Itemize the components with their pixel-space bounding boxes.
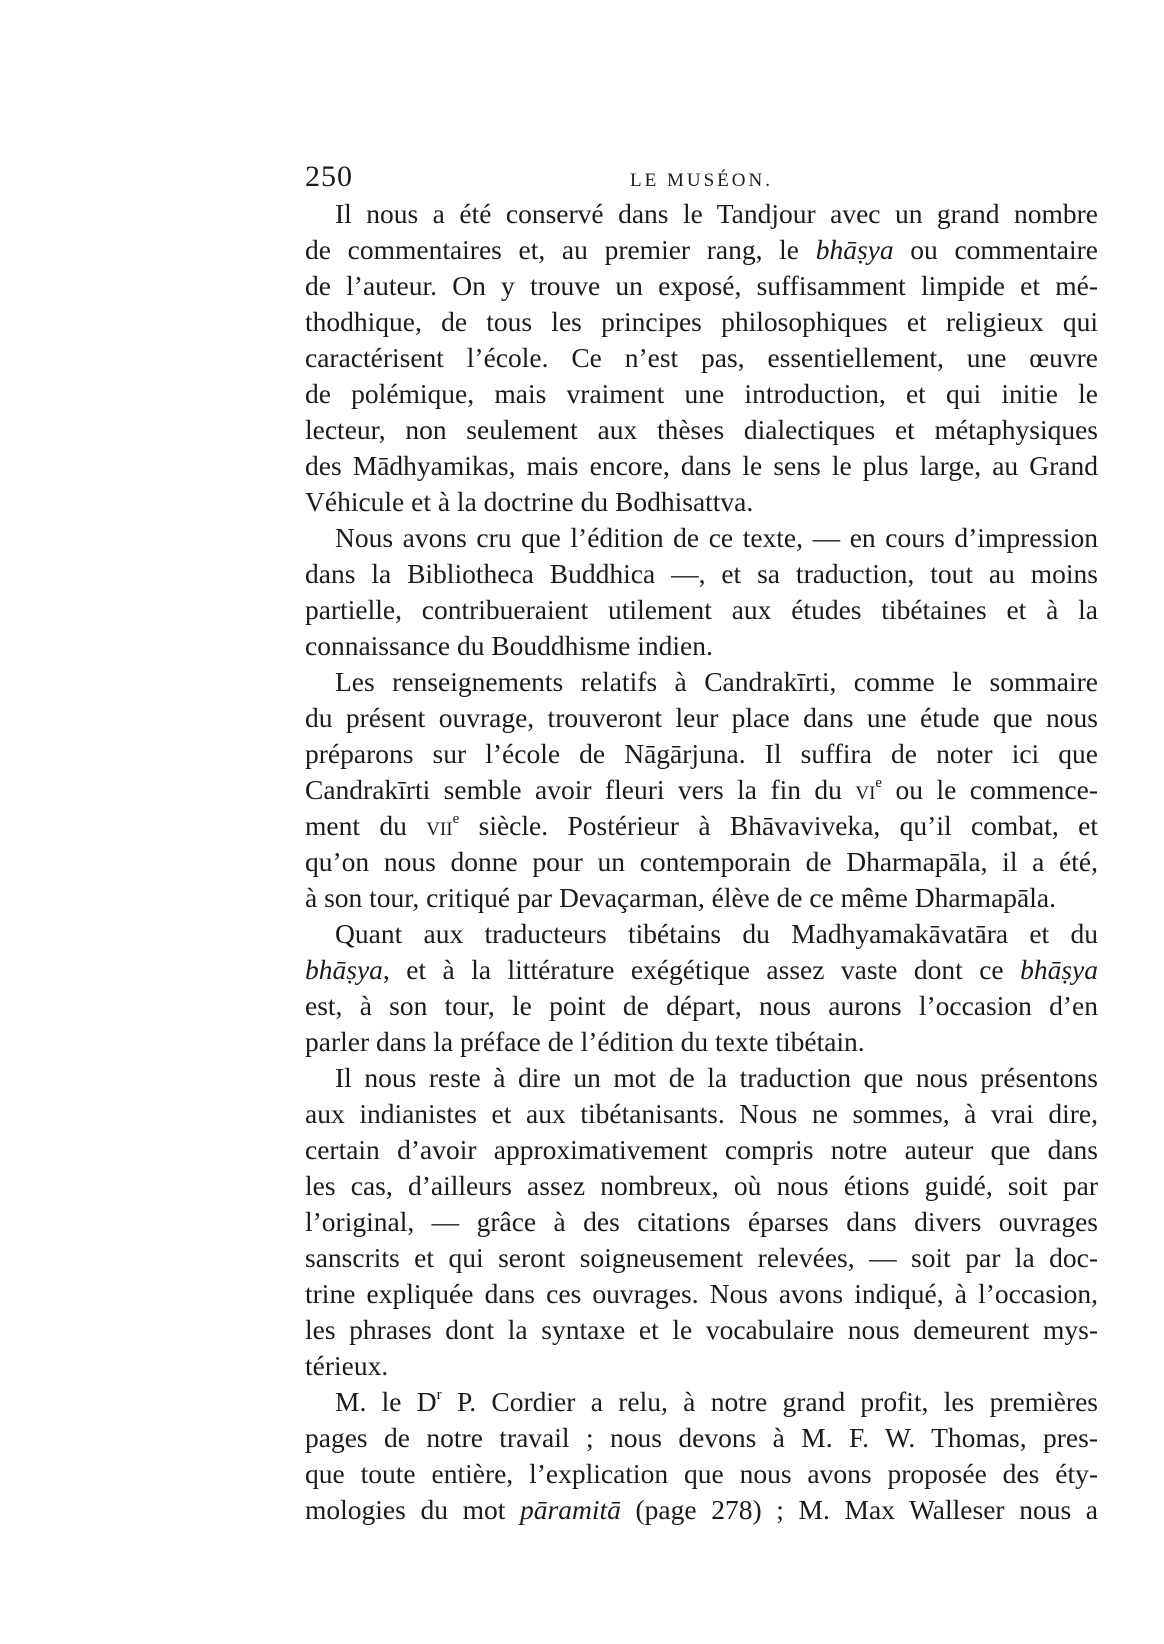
- text-run: Nous avons cru que l’édition de ce texte, — en cours d’impression: [335, 522, 1098, 553]
- text-line: [305, 268, 1098, 304]
- text-run: caractérisent l’école. Ce n’est pas, essentiellement, une œuvre: [305, 342, 1098, 373]
- text-line: [305, 520, 1098, 556]
- text-run: l’original, — grâce à des citations éparses dans divers ouvrages: [305, 1206, 1098, 1237]
- text-line: [305, 1312, 1098, 1348]
- text-line: [305, 232, 1098, 268]
- text-line: [305, 1204, 1098, 1240]
- page-header: [305, 150, 1098, 196]
- text-run: est, à son tour, le point de départ, nous aurons l’occasion d’en: [305, 990, 1098, 1021]
- text-run: vii: [426, 810, 453, 841]
- text-run: ou commentaire: [893, 234, 1098, 265]
- text-run: partielle, contribueraient utilement aux études tibétaines et à la: [305, 594, 1098, 625]
- text-run: Candrakīrti semble avoir fleuri vers la fin du: [305, 774, 856, 805]
- text-run: e: [452, 811, 460, 827]
- text-line: [305, 484, 1098, 520]
- text-run: les cas, d’ailleurs assez nombreux, où nous étions guidé, soit par: [305, 1170, 1098, 1201]
- text-run: à son tour, critiqué par Devaçarman, élève de ce même Dharmapāla.: [305, 882, 1056, 913]
- text-run: bhāṣya: [1020, 954, 1098, 985]
- text-run: , et à la littérature exégétique assez vaste dont ce: [382, 954, 1021, 985]
- text-line: [305, 1276, 1098, 1312]
- paragraph: [305, 664, 1098, 916]
- text-run: Il nous a été conservé dans le Tandjour avec un grand nombre: [335, 198, 1098, 229]
- text-run: (page 278) ; M. Max Walleser nous a: [620, 1494, 1098, 1525]
- text-run: Les renseignements relatifs à Candrakīrti, comme le sommaire: [335, 666, 1098, 697]
- text-run: connaissance du Bouddhisme indien.: [305, 630, 713, 661]
- text-line: [305, 1024, 1098, 1060]
- text-line: [305, 376, 1098, 412]
- text-line: [305, 952, 1098, 988]
- text-run: bhāṣya: [815, 234, 894, 265]
- text-line: [305, 736, 1098, 772]
- text-run: P. Cordier a relu, à notre grand profit, les premières: [441, 1386, 1098, 1417]
- text-run: siècle. Postérieur à Bhāvaviveka, qu’il combat, et: [459, 810, 1098, 841]
- text-line: [305, 916, 1098, 952]
- text-run: e: [875, 775, 883, 791]
- page-number: 250: [305, 160, 353, 193]
- text-line: [305, 700, 1098, 736]
- text-line: [305, 664, 1098, 700]
- text-line: [305, 556, 1098, 592]
- text-line: [305, 844, 1098, 880]
- text-run: mologies du mot: [305, 1494, 521, 1525]
- text-line: [305, 1384, 1098, 1420]
- text-run: lecteur, non seulement aux thèses dialectiques et métaphysiques: [305, 414, 1098, 445]
- text-line: [305, 340, 1098, 376]
- text-line: [305, 880, 1098, 916]
- paragraph: [305, 1060, 1098, 1384]
- text-run: sanscrits et qui seront soigneusement relevées, — soit par la doc-: [305, 1242, 1098, 1273]
- running-head: LE MUSÉON.: [630, 170, 773, 191]
- paragraph: [305, 196, 1098, 520]
- text-run: dans la Bibliotheca Buddhica —, et sa traduction, tout au moins: [305, 558, 1098, 589]
- text-line: [305, 808, 1098, 844]
- text-run: de l’auteur. On y trouve un exposé, suffisamment limpide et mé-: [305, 270, 1098, 301]
- text-run: bhāṣya: [305, 954, 383, 985]
- text-run: r: [436, 1387, 442, 1403]
- book-page: [305, 150, 1098, 1528]
- text-run: que toute entière, l’explication que nous avons proposée des éty-: [305, 1458, 1098, 1489]
- text-line: [305, 196, 1098, 232]
- text-line: [305, 412, 1098, 448]
- text-run: Véhicule et à la doctrine du Bodhisattva.: [305, 486, 754, 517]
- paragraph: [305, 916, 1098, 1060]
- text-line: [305, 448, 1098, 484]
- text-run: pages de notre travail ; nous devons à M. F. W. Thomas, pres-: [305, 1422, 1098, 1453]
- text-run: de polémique, mais vraiment une introduction, et qui initie le: [305, 378, 1098, 409]
- text-run: Quant aux traducteurs tibétains du Madhyamakāvatāra et du: [335, 918, 1098, 949]
- text-line: [305, 1060, 1098, 1096]
- text-run: les phrases dont la syntaxe et le vocabulaire nous demeurent mys-: [305, 1314, 1098, 1345]
- paragraph: [305, 520, 1098, 664]
- text-run: de commentaires et, au premier rang, le: [305, 234, 816, 265]
- text-line: [305, 592, 1098, 628]
- text-line: [305, 988, 1098, 1024]
- text-line: [305, 628, 1098, 664]
- paragraph: [305, 1384, 1098, 1528]
- text-run: du présent ouvrage, trouveront leur place dans une étude que nous: [305, 702, 1098, 733]
- text-run: thodhique, de tous les principes philosophiques et religieux qui: [305, 306, 1098, 337]
- text-line: [305, 1492, 1098, 1528]
- text-run: ment du: [305, 810, 427, 841]
- text-run: qu’on nous donne pour un contemporain de Dharmapāla, il a été,: [305, 846, 1098, 877]
- text-run: ou le commence-: [882, 774, 1098, 805]
- text-line: [305, 1348, 1098, 1384]
- text-line: [305, 1132, 1098, 1168]
- text-run: M. le D: [335, 1386, 437, 1417]
- text-run: aux indianistes et aux tibétanisants. Nous ne sommes, à vrai dire,: [305, 1098, 1098, 1129]
- text-run: parler dans la préface de l’édition du texte tibétain.: [305, 1026, 865, 1057]
- text-run: vi: [855, 774, 876, 805]
- text-line: [305, 772, 1098, 808]
- text-run: térieux.: [305, 1350, 389, 1381]
- text-run: pāramitā: [520, 1494, 621, 1525]
- text-line: [305, 1096, 1098, 1132]
- body-text: [305, 196, 1098, 1528]
- text-line: [305, 1420, 1098, 1456]
- text-run: des Mādhyamikas, mais encore, dans le sens le plus large, au Grand: [305, 450, 1098, 481]
- text-line: [305, 304, 1098, 340]
- text-run: Il nous reste à dire un mot de la traduction que nous présentons: [335, 1062, 1098, 1093]
- text-run: trine expliquée dans ces ouvrages. Nous avons indiqué, à l’occasion,: [305, 1278, 1098, 1309]
- text-line: [305, 1240, 1098, 1276]
- text-line: [305, 1168, 1098, 1204]
- text-run: certain d’avoir approximativement compris notre auteur que dans: [305, 1134, 1098, 1165]
- text-run: préparons sur l’école de Nāgārjuna. Il suffira de noter ici que: [305, 738, 1098, 769]
- text-line: [305, 1456, 1098, 1492]
